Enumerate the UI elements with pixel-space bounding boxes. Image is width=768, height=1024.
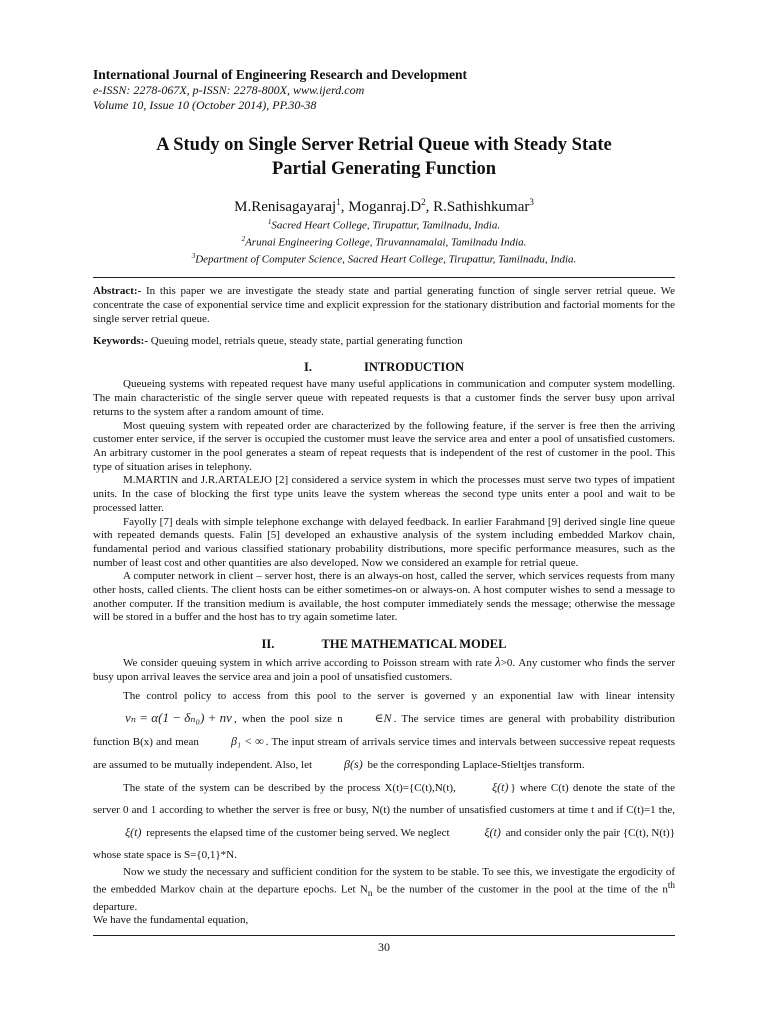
keywords xyxy=(93,334,675,348)
author-2-mark: 2 xyxy=(421,197,426,207)
model-paragraph-4: Now we study the necessary and sufficient condition for the system to be stable. To see this, we investigate the ergodicity of the embedded Markov chain at the departure epochs. Let $N_n$ be the number of the customer in the pool at the time of the $n^{th}$ departure. xyxy=(93,865,675,913)
paper-title xyxy=(93,133,675,181)
section-heading-model: II. THE MATHEMATICAL MODEL xyxy=(261,637,507,652)
model-paragraph-2: The control policy to access from this pool to the server is governed y an exponential law with linear intensityνₙ = α(1 − δₙ₀) + nν , when the pool size n ∈N . The service times are general with probability distribution function B(x) and mean β₁ < ∞ . The input stream of arrivals service times and intervals between successive repeat requests are assumed to be mutually independent. Also, let β(s) be the corresponding Laplace-Stieltjes transform. xyxy=(93,685,675,776)
mean-beta: β₁ < ∞ xyxy=(230,733,264,748)
abstract xyxy=(93,284,675,326)
xi-t-2: ξ(t) xyxy=(125,824,142,839)
page-number: 30 xyxy=(378,940,390,954)
lambda-symbol: λ xyxy=(495,654,501,670)
footer-divider xyxy=(93,935,675,936)
model-paragraph-1: We consider queuing system in which arrive according to Poisson stream with rate λ>0. Any customer who finds the server busy upon arrival leaves the service area and join a pool of unsatisfied customers. xyxy=(93,654,675,683)
intro-paragraph-4: Fayolly [7] deals with simple telephone exchange with delayed feedback. In earlier Farahmand [9] derived single line queue with repeated demands quests. Falin [5] developed an exhaustive analysis of the system including embedded Markov chain, fundamental period and various classified stationary probability distributions, more specific performance measures, such as the number of least cost and other quantities are also developed. Now we considered an example for retrial queue. xyxy=(93,515,675,569)
xi-t-1: ξ(t) xyxy=(491,779,509,794)
keywords-text: Queuing model, retrials queue, steady state, partial generating function xyxy=(148,335,463,348)
title-line-1: A Study on Single Server Retrial Queue with Steady State xyxy=(156,135,612,155)
journal-name: International Journal of Engineering Research and Development xyxy=(93,67,467,82)
abstract-label: Abstract:- xyxy=(93,285,142,298)
intro-paragraph-2: Most queuing system with repeated order are characterized by the following feature, if the server is free then the arriving customer enter service, if the server is occupied the customer must leave the service area and enter a pool of unsatisfied customers. An arbitrary customer in the pool generates a steam of repeat requests that is independent of the rest of customer in the pool. This type of situation arises in telephony. xyxy=(93,419,675,473)
author-1-mark: 1 xyxy=(336,197,341,207)
author-list: M.Renisagayaraj$^1$, $Moganraj.D^2$, R.Sathishkumar$^3$ xyxy=(234,197,534,215)
paper-page xyxy=(93,66,675,928)
author-1: M.Renisagayaraj xyxy=(234,199,337,215)
intro-paragraph-5: A computer network in client – server host, there is an always-on host, called the server, which services requests from many other hosts, called clients. The client hosts can be either sometimes-on or always-on. A host computer wishes to send a message to another computer. If the transition medium is available, the host computer immediately sends the message; otherwise the message will be stored in a buffer and the host has to try again sometime later. xyxy=(93,570,675,624)
intro-paragraph-1: Queueing systems with repeated request have many useful applications in communication and computer system modelling. The main characteristic of the single server queue with repeated requests is that a customer finds the server busy upon arrival returns to the system after a random amount of time. xyxy=(93,378,675,418)
element-of-n: ∈N xyxy=(374,710,392,725)
author-3-mark: 3 xyxy=(529,197,534,207)
model-paragraph-5: We have the fundamental equation, xyxy=(93,914,249,927)
author-2: Moganraj.D xyxy=(348,199,422,215)
affiliation-2: $^2$Arunai Engineering College, Tiruvannamalai, Tamilnadu India. xyxy=(241,235,527,249)
author-3: R.Sathishkumar xyxy=(433,199,530,215)
title-line-2: Partial Generating Function xyxy=(271,159,497,179)
keywords-label: Keywords:- xyxy=(93,335,148,348)
model-paragraph-3: The state of the system can be described by the process X(t)={C(t),N(t), ξ(t) } where C(t) denote the state of the server 0 and 1 according to whether the server is free or busy, N(t) the number of unsatisfied customers at time t and if C(t)=1 the, ξ(t) represents the elapsed time of the customer being served. We neglect ξ(t) and consider only the pair {C(t), N(t)} whose state space is S={0,1}*N. xyxy=(93,776,675,866)
journal-issn: e-ISSN: 2278-067X, p-ISSN: 2278-800X, www.ijerd.com xyxy=(93,83,365,97)
affiliation-1: $^1$Sacred Heart College, Tirupattur, Tamilnadu, India. xyxy=(267,218,501,232)
intensity-equation: νₙ = α(1 − δₙ₀) + nν xyxy=(125,709,232,725)
affiliation-3: $^3$Department of Computer Science, Sacred Heart College, Tirupattur, Tamilnadu, India. xyxy=(191,252,577,266)
intro-paragraph-3: M.MARTIN and J.R.ARTALEJO [2] considered a service system in which the processes must serve two types of impatient units. In the case of blocking the first type units leave the system whereas the second type units enter a pool and wait to be processed latter. xyxy=(93,474,675,514)
journal-volume: Volume 10, Issue 10 (October 2014), PP.30-38 xyxy=(93,98,317,112)
abstract-text: In this paper we are investigate the steady state and partial generating function of single server retrial queue. We concentrate the case of exponential service time and explicit expression for the stationary distribution and factorial moments for the single server retrial queue. xyxy=(93,285,675,326)
section-heading-introduction: I. INTRODUCTION xyxy=(303,360,464,375)
abstract-divider xyxy=(93,277,675,278)
xi-t-3: ξ(t) xyxy=(484,824,501,839)
beta-of-s: β(s) xyxy=(344,756,363,771)
